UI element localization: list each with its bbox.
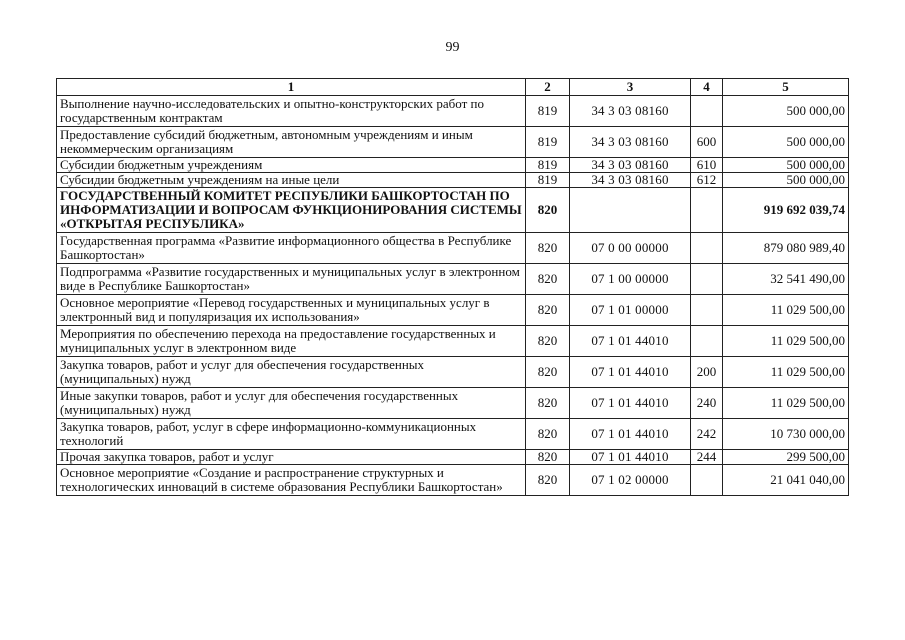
- header-col-2: 2: [526, 79, 570, 96]
- row-department-code: 819: [526, 173, 570, 188]
- row-amount: 21 041 040,00: [723, 465, 849, 496]
- row-department-code: 820: [526, 419, 570, 450]
- row-department-code: 820: [526, 465, 570, 496]
- row-amount: 500 000,00: [723, 127, 849, 158]
- row-expense-type-code: [691, 264, 723, 295]
- row-name: Выполнение научно-исследовательских и опытно-конструкторских работ по государственным контрактам: [57, 96, 526, 127]
- row-amount: 500 000,00: [723, 173, 849, 188]
- row-amount: 10 730 000,00: [723, 419, 849, 450]
- row-amount: 879 080 989,40: [723, 233, 849, 264]
- table-row: [57, 295, 849, 326]
- row-expense-type-code: [691, 96, 723, 127]
- row-name: Предоставление субсидий бюджетным, автономным учреждениям и иным некоммерческим организациям: [57, 127, 526, 158]
- table-row: [57, 96, 849, 127]
- header-col-4: 4: [691, 79, 723, 96]
- table-row: [57, 326, 849, 357]
- row-amount: 919 692 039,74: [723, 188, 849, 233]
- row-name: Субсидии бюджетным учреждениям: [57, 158, 526, 173]
- row-amount: 11 029 500,00: [723, 326, 849, 357]
- row-amount: 11 029 500,00: [723, 295, 849, 326]
- row-name: Закупка товаров, работ, услуг в сфере информационно-коммуникационных технологий: [57, 419, 526, 450]
- row-expense-type-code: 242: [691, 419, 723, 450]
- table-row: [57, 465, 849, 496]
- row-name: Подпрограмма «Развитие государственных и муниципальных услуг в электронном виде в Республике Башкортостан»: [57, 264, 526, 295]
- row-target-article-code: 34 3 03 08160: [570, 173, 691, 188]
- row-target-article-code: 07 1 01 44010: [570, 388, 691, 419]
- header-col-3: 3: [570, 79, 691, 96]
- row-department-code: 820: [526, 233, 570, 264]
- row-department-code: 820: [526, 188, 570, 233]
- row-expense-type-code: [691, 295, 723, 326]
- row-expense-type-code: 600: [691, 127, 723, 158]
- row-name: Субсидии бюджетным учреждениям на иные цели: [57, 173, 526, 188]
- table-row: [57, 127, 849, 158]
- row-expense-type-code: 612: [691, 173, 723, 188]
- budget-table: [56, 78, 849, 496]
- row-target-article-code: 34 3 03 08160: [570, 127, 691, 158]
- row-target-article-code: 07 1 02 00000: [570, 465, 691, 496]
- row-name: Закупка товаров, работ и услуг для обеспечения государственных (муниципальных) нужд: [57, 357, 526, 388]
- row-amount: 11 029 500,00: [723, 388, 849, 419]
- row-expense-type-code: 200: [691, 357, 723, 388]
- row-name: Основное мероприятие «Создание и распространение структурных и технологических инноваций в системе образования Республики Башкортостан»: [57, 465, 526, 496]
- row-target-article-code: 07 1 01 44010: [570, 450, 691, 465]
- row-expense-type-code: [691, 465, 723, 496]
- row-target-article-code: [570, 188, 691, 233]
- row-department-code: 819: [526, 158, 570, 173]
- row-expense-type-code: 244: [691, 450, 723, 465]
- row-department-code: 820: [526, 388, 570, 419]
- row-department-code: 820: [526, 326, 570, 357]
- row-target-article-code: 07 1 01 44010: [570, 326, 691, 357]
- header-col-5: 5: [723, 79, 849, 96]
- row-department-code: 820: [526, 295, 570, 326]
- row-amount: 11 029 500,00: [723, 357, 849, 388]
- table-row: [57, 450, 849, 465]
- row-department-code: 820: [526, 357, 570, 388]
- table-header: [57, 79, 849, 96]
- row-amount: 32 541 490,00: [723, 264, 849, 295]
- row-department-code: 819: [526, 96, 570, 127]
- row-department-code: 820: [526, 264, 570, 295]
- row-expense-type-code: 240: [691, 388, 723, 419]
- page-number: 99: [445, 40, 460, 55]
- row-amount: 299 500,00: [723, 450, 849, 465]
- table-row: [57, 233, 849, 264]
- row-target-article-code: 34 3 03 08160: [570, 96, 691, 127]
- table-row: [57, 158, 849, 173]
- row-expense-type-code: [691, 326, 723, 357]
- row-name: Прочая закупка товаров, работ и услуг: [57, 450, 526, 465]
- header-row: [57, 79, 849, 96]
- table-row: [57, 173, 849, 188]
- table-row: [57, 419, 849, 450]
- table-row: [57, 264, 849, 295]
- row-name: ГОСУДАРСТВЕННЫЙ КОМИТЕТ РЕСПУБЛИКИ БАШКОРТОСТАН ПО ИНФОРМАТИЗАЦИИ И ВОПРОСАМ ФУНКЦИОНИРОВАНИЯ СИСТЕМЫ «ОТКРЫТАЯ РЕСПУБЛИКА»: [57, 188, 526, 233]
- row-amount: 500 000,00: [723, 96, 849, 127]
- row-expense-type-code: [691, 188, 723, 233]
- table-row: [57, 388, 849, 419]
- row-department-code: 820: [526, 450, 570, 465]
- row-target-article-code: 07 1 01 44010: [570, 357, 691, 388]
- row-expense-type-code: 610: [691, 158, 723, 173]
- row-amount: 500 000,00: [723, 158, 849, 173]
- row-name: Государственная программа «Развитие информационного общества в Республике Башкортостан»: [57, 233, 526, 264]
- row-target-article-code: 34 3 03 08160: [570, 158, 691, 173]
- row-name: Основное мероприятие «Перевод государственных и муниципальных услуг в электронный вид и популяризация их использования»: [57, 295, 526, 326]
- row-expense-type-code: [691, 233, 723, 264]
- row-target-article-code: 07 0 00 00000: [570, 233, 691, 264]
- header-col-1: 1: [57, 79, 526, 96]
- row-department-code: 819: [526, 127, 570, 158]
- table-row: [57, 188, 849, 233]
- row-target-article-code: 07 1 01 44010: [570, 419, 691, 450]
- row-target-article-code: 07 1 01 00000: [570, 295, 691, 326]
- row-target-article-code: 07 1 00 00000: [570, 264, 691, 295]
- table-row: [57, 357, 849, 388]
- row-name: Иные закупки товаров, работ и услуг для обеспечения государственных (муниципальных) нужд: [57, 388, 526, 419]
- row-name: Мероприятия по обеспечению перехода на предоставление государственных и муниципальных услуг в электронном виде: [57, 326, 526, 357]
- table-body: [57, 96, 849, 496]
